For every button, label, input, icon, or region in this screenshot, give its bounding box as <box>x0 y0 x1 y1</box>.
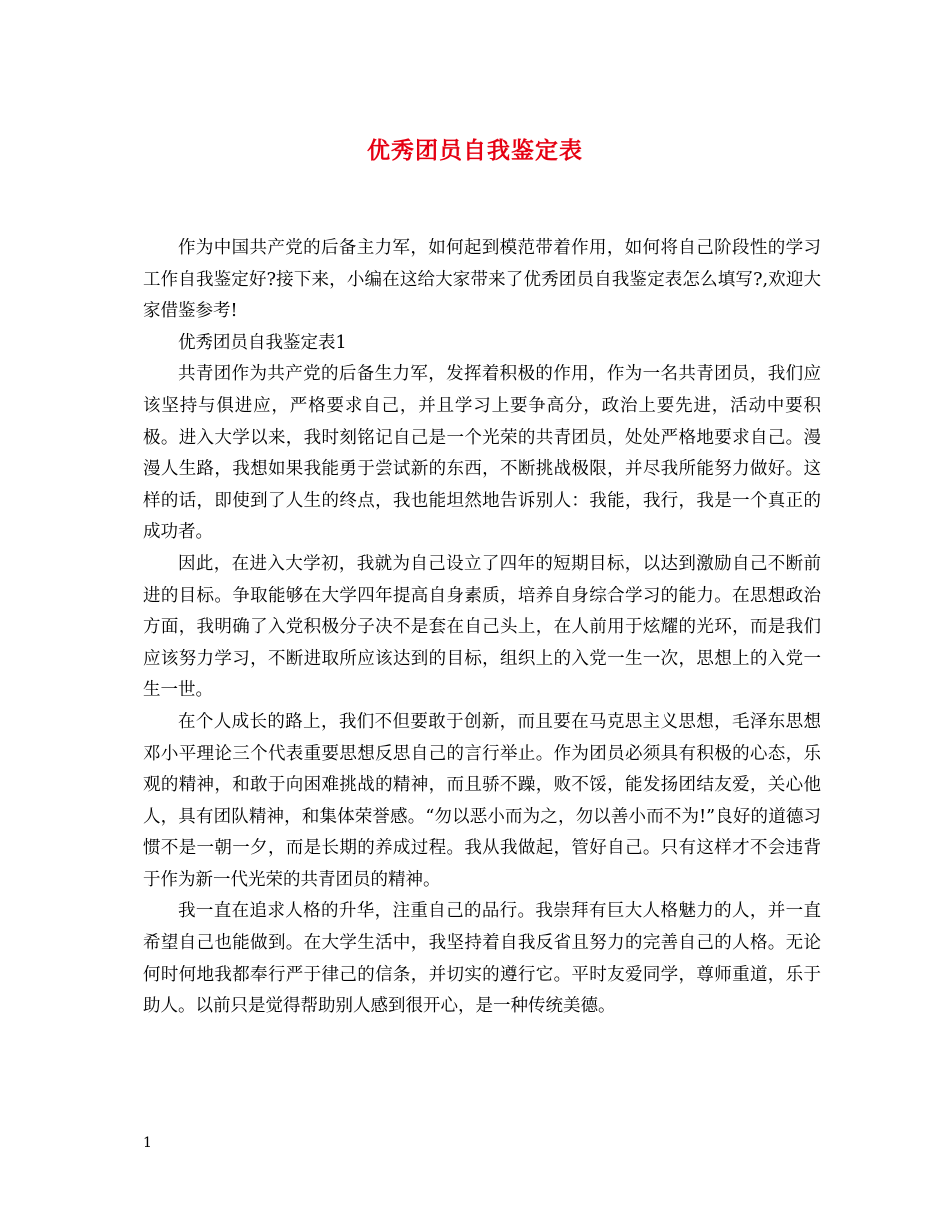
document-title: 优秀团员自我鉴定表 <box>367 137 583 164</box>
document-body <box>143 233 821 1023</box>
page-number: 1 <box>143 1135 152 1151</box>
paragraph-body-3: 在个人成长的路上，我们不但要敢于创新，而且要在马克思主义思想，毛泽东思想邓小平理论三个代表重要思想反思自己的言行举止。作为团员必须具有积极的心态，乐观的精神，和敢于向困难挑战的精神，而且骄不躁，败不馁，能发扬团结友爱，关心他人，具有团队精神，和集体荣誉感。“勿以恶小而为之，勿以善小而不为!”良好的道德习惯不是一朝一夕，而是长期的养成过程。我从我做起，管好自己。只有这样才不会违背于作为新一代光荣的共青团员的精神。 <box>143 711 821 890</box>
paragraph-body-2: 因此，在进入大学初，我就为自己设立了四年的短期目标，以达到激励自己不断前进的目标。争取能够在大学四年提高自身素质，培养自身综合学习的能力。在思想政治方面，我明确了入党积极分子决不是套在自己头上，在人前用于炫耀的光环，而是我们应该努力学习，不断进取所应该达到的目标，组织上的入党一生一次，思想上的入党一生一世。 <box>143 553 821 701</box>
paragraph-body-1: 共青团作为共产党的后备生力军，发挥着积极的作用，作为一名共青团员，我们应该坚持与俱进应，严格要求自己，并且学习上要争高分，政治上要先进，活动中要积极。进入大学以来，我时刻铭记自己是一个光荣的共青团员，处处严格地要求自己。漫漫人生路，我想如果我能勇于尝试新的东西，不断挑战极限，并尽我所能努力做好。这样的话，即使到了人生的终点，我也能坦然地告诉别人：我能，我行，我是一个真正的成功者。 <box>143 364 821 543</box>
paragraph-body-4: 我一直在追求人格的升华，注重自己的品行。我崇拜有巨大人格魅力的人，并一直希望自己也能做到。在大学生活中，我坚持着自我反省且努力的完善自己的人格。无论何时何地我都奉行严于律己的信条，并切实的遵行它。平时友爱同学，尊师重道，乐于助人。以前只是觉得帮助别人感到很开心，是一种传统美德。 <box>143 901 821 1017</box>
paragraph-intro: 作为中国共产党的后备主力军，如何起到模范带着作用，如何将自己阶段性的学习工作自我鉴定好?接下来，小编在这给大家带来了优秀团员自我鉴定表怎么填写?,欢迎大家借鉴参考! <box>143 238 821 322</box>
paragraph-section-heading: 优秀团员自我鉴定表1 <box>178 332 347 353</box>
